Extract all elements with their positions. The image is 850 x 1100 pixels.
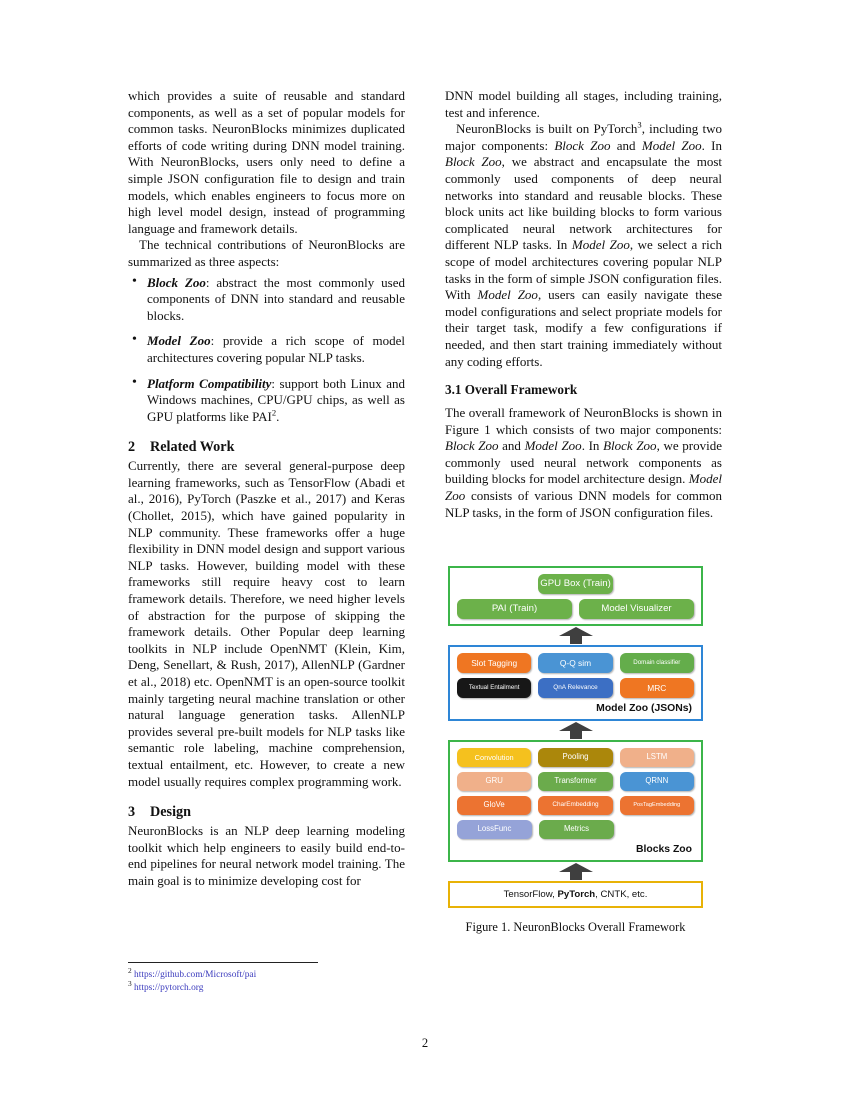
list-item (128, 275, 405, 325)
block-label: Model Visualizer (601, 602, 672, 614)
block-label: Slot Tagging (471, 657, 518, 668)
paragraph-pytorch-components (445, 121, 722, 370)
section-number: 3.1 (445, 382, 462, 398)
figure-caption: Figure 1. NeuronBlocks Overall Framework (465, 920, 686, 934)
block-label: MRC (647, 682, 667, 693)
bullet-tail: . (276, 408, 280, 424)
arrow-up-to-blocks-zoo (448, 862, 703, 881)
layout-spacer (621, 820, 694, 839)
footnote-marker-2: 2 (271, 407, 277, 418)
block-label: GRU (485, 776, 503, 786)
text-run: and (610, 137, 642, 153)
section-heading-design (128, 803, 405, 821)
base-bar-pre: TensorFlow, (503, 889, 558, 900)
section-number: 2 (128, 439, 136, 456)
term-model-zoo: Model Zoo (571, 237, 630, 253)
bullet-text: : provide a rich scope of model architectures covering popular NLP tasks. (147, 333, 405, 365)
term-model-zoo: Model Zoo (524, 438, 582, 454)
block-label: GPU Box (Train) (540, 577, 611, 589)
block-label: Pooling (562, 752, 589, 762)
block-label: Textual Entailment (468, 683, 520, 691)
bullet-text: : support both Linux and Windows machines, CPU/GPU chips, as well as GPU platforms like PAI (147, 375, 406, 424)
text-run: . In (581, 438, 604, 454)
text-run: , we abstract and encapsulate the most commonly used components of deep neural networks into standard and reusable blocks. These block units act like building blocks to form various complicated neural network architectures for different NLP tasks. In (445, 154, 722, 253)
paragraph-design: NeuronBlocks is an NLP deep learning modeling toolkit which help engineers to easily build end-to-end pipelines for neural network model training. The main goal is to minimize developing cost for (128, 823, 405, 888)
block-lossfunc (457, 820, 532, 839)
bullet-term-model-zoo: Model Zoo (147, 333, 211, 349)
section-title: Related Work (150, 439, 235, 456)
paragraph-related-work: Currently, there are several general-purpose deep learning frameworks, such as TensorFlow (Abadi et al., 2016), PyTorch (Paszke et al., 2017) and Keras (Chollet, 2015), which have gained popularity in NLP community. These frameworks offer a huge flexibility in DNN model design and support various NLP tasks. However, building model with these frameworks still require heavy cost to learn framework details. Therefore, we need higher levels of abstraction for the purpose of skipping the framework details. Other Popular deep learning toolkits in NLP include OpenNMT (Klein, Kim, Deng, Senellart, & Rush, 2017), AllenNLP (Gardner et al., 2018) etc. OpenNMT is an open-source toolkit mainly targeting neural machine translation or other natural language generation tasks. AllenNLP provides several pre-built models for NLP tasks like semantic role labeling, machine comprehension, textual entailment, etc. However, to create a new model usually requires complex programming work. (128, 458, 405, 789)
up-arrow-icon (559, 722, 593, 739)
section-heading-related-work (128, 438, 405, 456)
arrow-up-to-model-zoo (448, 721, 703, 740)
block-mrc (620, 678, 694, 698)
text-run: , users can easily navigate these model configurations and select propriate models for their target task, modify a few configurations if needed, and then start training immediately without any coding efforts. (445, 287, 723, 369)
term-block-zoo: Block Zoo (445, 438, 499, 454)
model-zoo-zone-label: Model Zoo (JSONs) (596, 703, 692, 714)
up-arrow-icon (559, 627, 593, 644)
block-qrnn (620, 772, 694, 791)
block-label: Q-Q sim (559, 657, 592, 668)
text-run: , including two major components: (445, 121, 723, 153)
footnote-marker-3: 3 (637, 119, 642, 130)
platform-row-2 (457, 599, 694, 619)
up-arrow-icon (559, 863, 593, 880)
block-gru (457, 772, 531, 791)
block-model-visualizer (579, 599, 694, 619)
term-block-zoo: Block Zoo (603, 438, 657, 454)
text-run: and (498, 438, 525, 454)
footnote-number: 3 (128, 978, 132, 988)
term-model-zoo: Model Zoo (445, 471, 722, 504)
text-run: . In (701, 137, 722, 153)
blocks-zoo-row-1 (457, 748, 694, 767)
page-number: 2 (421, 1036, 429, 1050)
block-gpu-box-train (538, 574, 614, 594)
block-pai-train (457, 599, 572, 619)
arrow-up-to-platform (448, 626, 703, 645)
footnote-number: 2 (128, 965, 132, 975)
block-label: PosTagEmbedding (633, 801, 681, 808)
blocks-zoo-row-4 (457, 820, 694, 839)
footnote-separator-rule (128, 962, 318, 963)
figure-1 (448, 566, 703, 935)
block-label: Transformer (554, 776, 597, 786)
block-qq-sim (538, 653, 612, 673)
paragraph-overall-framework (445, 405, 722, 521)
section-title: Overall Framework (464, 382, 578, 398)
section-title: Design (150, 804, 191, 821)
list-item (128, 376, 405, 426)
model-zoo-zone (448, 645, 703, 721)
blocks-zoo-row-2 (457, 772, 694, 791)
model-zoo-row-2 (457, 678, 694, 698)
block-label: CharEmbedding (552, 801, 599, 809)
block-qna-relevance (538, 678, 612, 698)
block-transformer (538, 772, 612, 791)
blocks-zoo-zone-label: Blocks Zoo (635, 844, 692, 855)
block-label: LossFunc (477, 824, 512, 834)
platform-zone (448, 566, 703, 626)
paragraph-continuation: which provides a suite of reusable and standard components, as well as a set of popular models for common tasks. NeuronBlocks minimizes duplicated efforts of code writing during DNN model training. With NeuronBlocks, users only need to define a simple JSON configuration file to design and train models, which enables engineers to focus more on high level model design, instead of programming language and framework details. (128, 88, 405, 236)
block-label: QnA Relevance (553, 683, 598, 691)
blocks-zoo-zone (448, 740, 703, 862)
layout-spacer (457, 574, 531, 594)
contributions-list (128, 275, 405, 426)
block-charembedding (538, 796, 612, 815)
bullet-term-block-zoo: Block Zoo (147, 274, 206, 290)
text-run: , we provide commonly used neural network components as building blocks for model architecture design. (445, 438, 722, 487)
block-pooling (538, 748, 612, 767)
text-run: , we select a rich scope of model architectures covering popular NLP tasks in the form of simple JSON configuration files. With (445, 237, 722, 303)
layout-spacer (620, 574, 694, 594)
footnote-2 (128, 965, 405, 982)
paragraph-continuation-right: DNN model building all stages, including training, test and inference. (445, 88, 722, 120)
block-label: PAI (Train) (491, 602, 538, 614)
block-label: Convolution (474, 752, 514, 762)
term-block-zoo: Block Zoo (445, 154, 502, 170)
footnote-link[interactable]: https://github.com/Microsoft/pai (134, 970, 257, 980)
term-model-zoo: Model Zoo (477, 287, 538, 303)
term-block-zoo: Block Zoo (554, 137, 611, 153)
platform-row-1 (457, 574, 694, 594)
blocks-zoo-row-3 (457, 796, 694, 815)
block-textual-entailment (457, 678, 531, 698)
text-run: The overall framework of NeuronBlocks is shown in Figure 1 which consists of two major components: (445, 405, 722, 437)
footnote-link[interactable]: https://pytorch.org (134, 983, 204, 993)
block-postagembedding (620, 796, 694, 815)
paragraph-contributions-intro: The technical contributions of NeuronBlocks are summarized as three aspects: (128, 237, 405, 269)
block-lstm (620, 748, 694, 767)
section-number: 3 (128, 804, 136, 821)
base-bar-post: , CNTK, etc. (595, 889, 648, 900)
block-slot-tagging (457, 653, 531, 673)
bullet-text: : abstract the most commonly used components of DNN into standard and reusable blocks. (147, 274, 405, 323)
block-label: Domain classifier (633, 658, 681, 666)
framework-base-bar (448, 881, 703, 908)
footnote-3 (128, 978, 405, 995)
text-run: consists of various DNN models for common NLP tasks, in the form of JSON configuration files. (445, 488, 722, 520)
block-convolution (457, 748, 531, 767)
term-model-zoo: Model Zoo (641, 137, 702, 153)
base-bar-pytorch: PyTorch (557, 889, 596, 900)
text-run: NeuronBlocks is built on PyTorch (456, 121, 638, 137)
section-heading-overall-framework (445, 381, 722, 398)
list-item (128, 333, 405, 366)
block-metrics (539, 820, 614, 839)
block-label: Metrics (563, 824, 590, 834)
footnote-area (128, 962, 405, 995)
block-label: GloVe (483, 800, 505, 810)
block-domain-classifier (620, 653, 694, 673)
block-glove (457, 796, 531, 815)
bullet-term-platform-compatibility: Platform Compatibility (147, 375, 272, 391)
block-label: QRNN (645, 776, 669, 786)
model-zoo-row-1 (457, 653, 694, 673)
left-column (128, 88, 405, 890)
block-label: LSTM (646, 752, 668, 762)
